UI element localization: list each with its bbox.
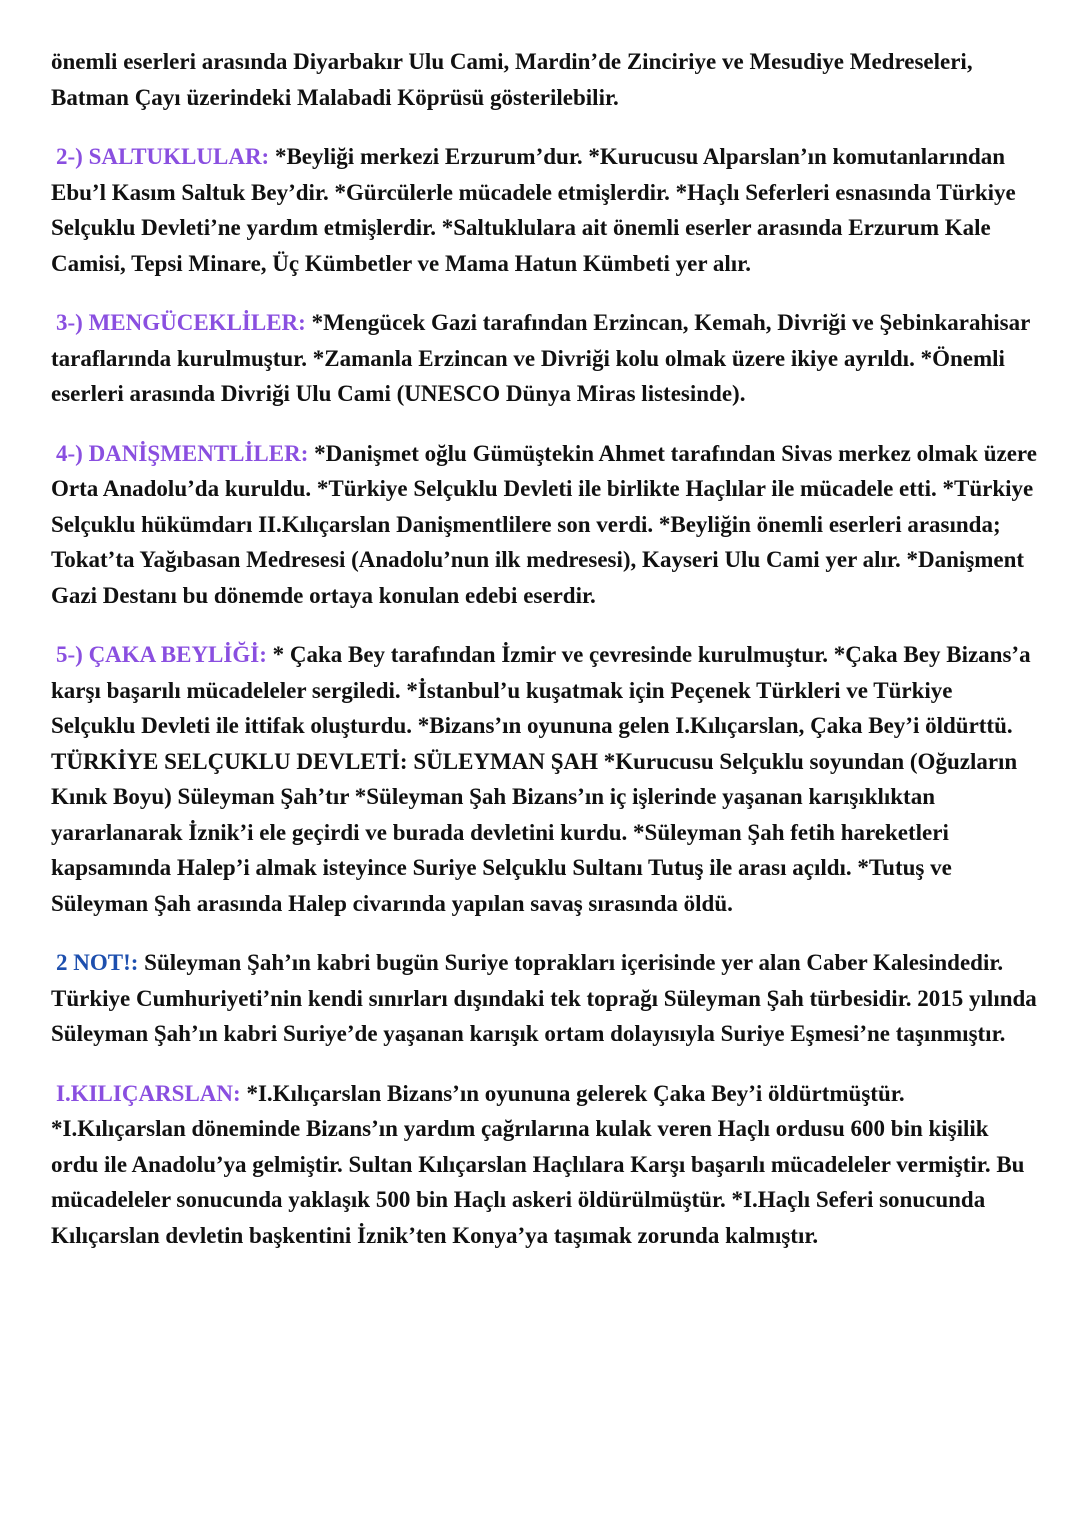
intro-text: önemli eserleri arasında Diyarbakır Ulu Cami, Mardin’de Zinciriye ve Mesudiye Medreseleri, Batman Çayı üzerindeki Malabadi Köprüsü gösterilebilir. <box>51 49 973 110</box>
section-danismentliler <box>51 436 1041 614</box>
section-heading: 5-) ÇAKA BEYLİĞİ: <box>56 642 267 667</box>
section-body: *Danişmet oğlu Gümüştekin Ahmet tarafından Sivas merkez olmak üzere Orta Anadolu’da kuruldu. *Türkiye Selçuklu Devleti ile birlikte Haçlılar ile mücadele etti. *Türkiye Selçuklu hükümdarı II.Kılıçarslan Danişmentlilere son verdi. *Beyliğin önemli eserleri arasında; Tokat’ta Yağıbasan Medresesi (Anadolu’nun ilk medresesi), Kayseri Ulu Cami yer alır. *Danişment Gazi Destanı bu dönemde ortaya konulan edebi eserdir. <box>51 440 1037 608</box>
section-kilicarslan <box>51 1076 1041 1254</box>
section-note <box>51 945 1041 1052</box>
note-heading: 2 NOT!: <box>56 950 139 975</box>
intro-paragraph <box>51 44 1041 115</box>
section-body: * Çaka Bey tarafından İzmir ve çevresinde kurulmuştur. *Çaka Bey Bizans’a karşı başarılı mücadeleler sergiledi. *İstanbul’u kuşatmak için Peçenek Türkleri ve Türkiye Selçuklu Devleti ile ittifak oluşturdu. *Bizans’ın oyununa gelen I.Kılıçarslan, Çaka Bey’i öldürttü. TÜRKİYE SELÇUKLU DEVLETİ: SÜLEYMAN ŞAH *Kurucusu Selçuklu soyundan (Oğuzların Kınık Boyu) Süleyman Şah’tır *Süleyman Şah Bizans’ın iç işlerinde yaşanan karışıklıktan yararlanarak İznik’i ele geçirdi ve burada devletini kurdu. *Süleyman Şah fetih hareketleri kapsamında Halep’i almak isteyince Suriye Selçuklu Sultanı Tutuş ile arası açıldı. *Tutuş ve Süleyman Şah arasında Halep civarında yapılan savaş sırasında öldü. <box>51 642 1031 916</box>
section-heading: I.KILIÇARSLAN: <box>56 1080 241 1106</box>
document-page <box>51 44 1041 1253</box>
section-caka-beyligi <box>51 637 1041 921</box>
section-body: *I.Kılıçarslan Bizans’ın oyununa gelerek Çaka Bey’i öldürtmüştür. *I.Kılıçarslan döneminde Bizans’ın yardım çağrılarına kulak veren Haçlı ordusu 600 bin kişilik ordu ile Anadolu’ya gelmiştir. Sultan Kılıçarslan Haçlılara Karşı başarılı mücadeleler vermiştir. Bu mücadeleler sonucunda yaklaşık 500 bin Haçlı askeri öldürülmüştür. *I.Haçlı Seferi sonucunda Kılıçarslan devletin başkentini İznik’ten Konya’ya taşımak zorunda kalmıştır. <box>51 1080 1025 1248</box>
section-heading: 2-) SALTUKLULAR: <box>56 144 270 169</box>
section-saltuklular <box>51 139 1041 281</box>
section-mengucekliler <box>51 305 1041 412</box>
section-body: *Beyliği merkezi Erzurum’dur. *Kurucusu Alparslan’ın komutanlarından Ebu’l Kasım Saltuk Bey’dir. *Gürcülerle mücadele etmişlerdir. *Haçlı Seferleri esnasında Türkiye Selçuklu Devleti’ne yardım etmişlerdir. *Saltuklulara ait önemli eserler arasında Erzurum Kale Camisi, Tepsi Minare, Üç Kümbetler ve Mama Hatun Kümbeti yer alır. <box>51 144 1016 276</box>
section-body: *Mengücek Gazi tarafından Erzincan, Kemah, Divriği ve Şebinkarahisar taraflarında kurulmuştur. *Zamanla Erzincan ve Divriği kolu olmak üzere ikiye ayrıldı. *Önemli eserleri arasında Divriği Ulu Cami (UNESCO Dünya Miras listesinde). <box>51 310 1030 406</box>
section-heading: 3-) MENGÜCEKLİLER: <box>56 310 306 335</box>
section-heading: 4-) DANİŞMENTLİLER: <box>56 440 309 466</box>
section-body: Süleyman Şah’ın kabri bugün Suriye toprakları içerisinde yer alan Caber Kalesindedir. Türkiye Cumhuriyeti’nin kendi sınırları dışındaki tek toprağı Süleyman Şah türbesidir. 2015 yılında Süleyman Şah’ın kabri Suriye’de yaşanan karışık ortam dolayısıyla Suriye Eşmesi’ne taşınmıştır. <box>51 950 1037 1046</box>
